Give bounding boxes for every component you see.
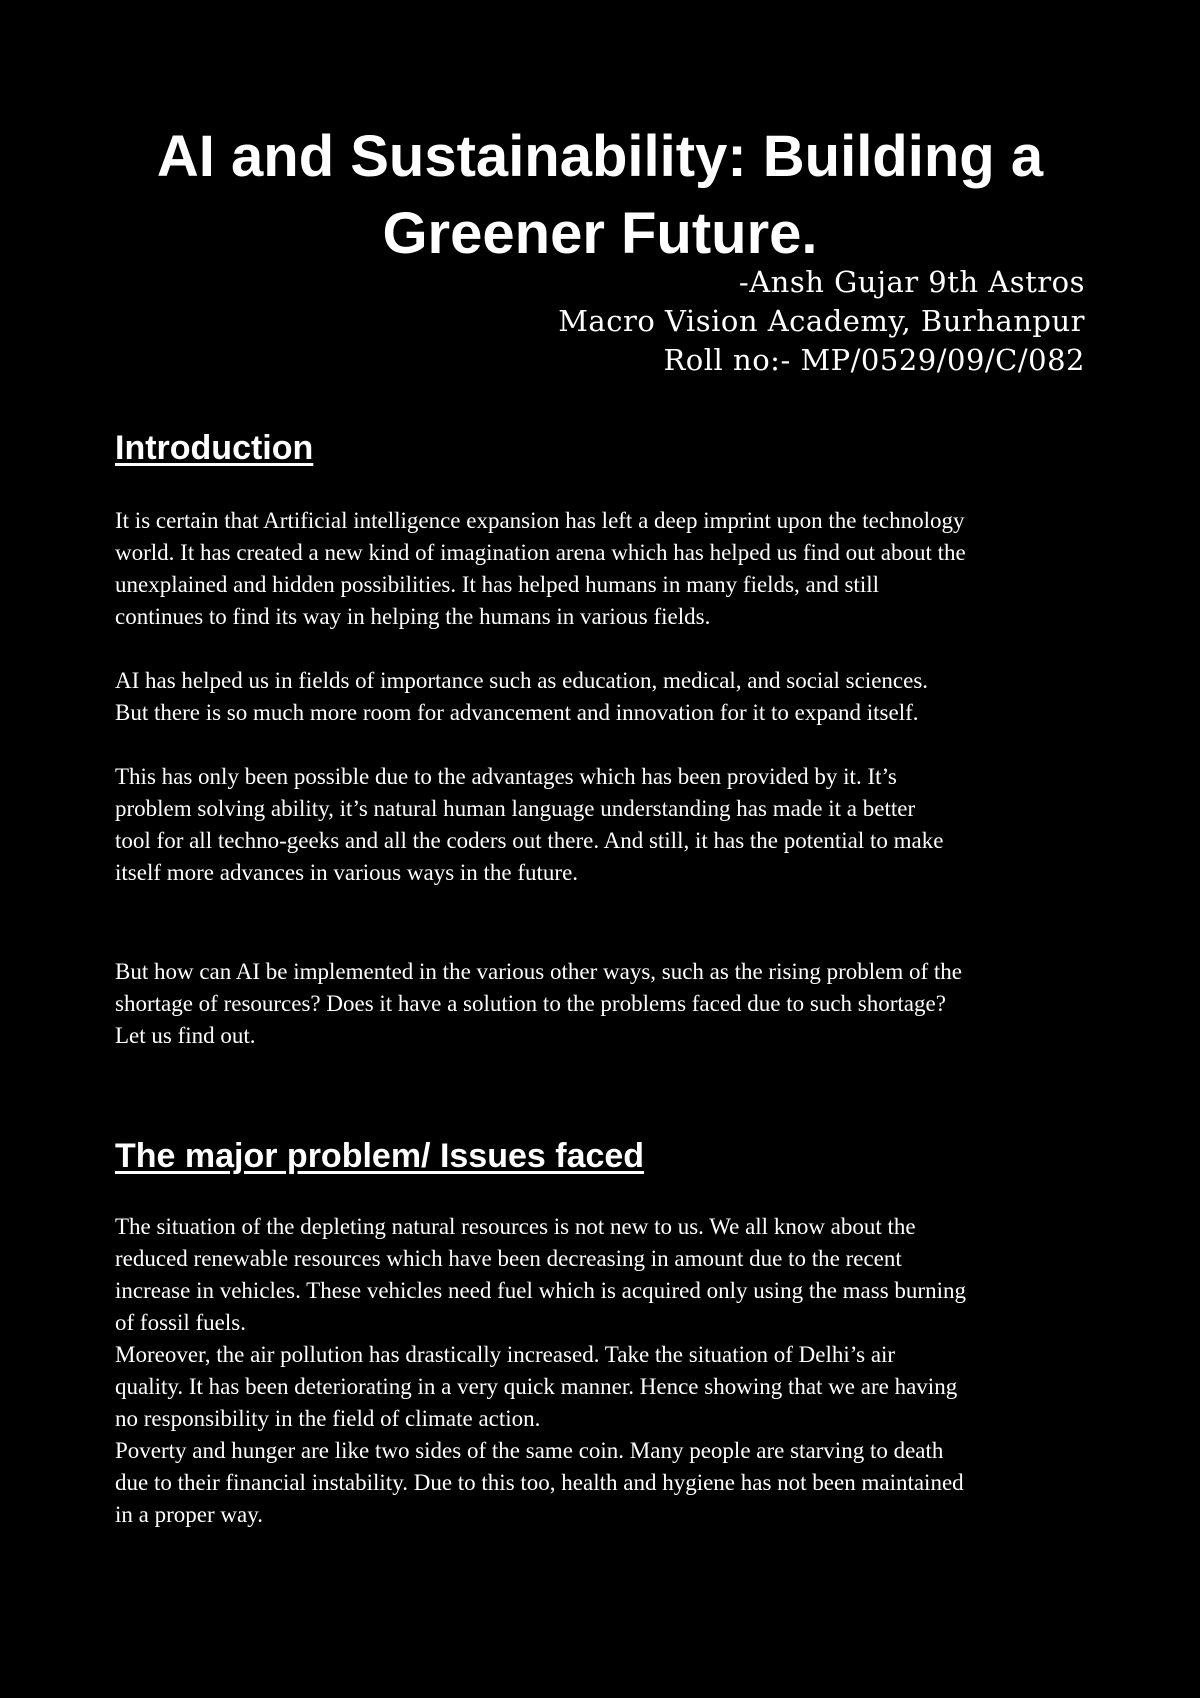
intro-paragraph-1	[115, 505, 1115, 633]
text-line: unexplained and hidden possibilities. It has helped humans in many fields, and still	[115, 572, 879, 597]
text-line: of fossil fuels.	[115, 1310, 246, 1335]
intro-paragraph-2	[115, 665, 1115, 729]
document-title	[80, 118, 1120, 272]
author-name: -Ansh Gujar 9th Astros	[738, 265, 1085, 299]
text-line: world. It has created a new kind of imagination arena which has helped us find out about the	[115, 540, 966, 565]
text-line: increase in vehicles. These vehicles need fuel which is acquired only using the mass burning	[115, 1278, 966, 1303]
text-line: continues to find its way in helping the humans in various fields.	[115, 604, 711, 629]
roll-number: Roll no:- MP/0529/09/C/082	[663, 343, 1085, 377]
text-line: It is certain that Artificial intelligence expansion has left a deep imprint upon the technology	[115, 508, 965, 533]
text-line: Poverty and hunger are like two sides of the same coin. Many people are starving to death	[115, 1438, 944, 1463]
text-line: Moreover, the air pollution has drastically increased. Take the situation of Delhi’s air	[115, 1342, 896, 1367]
author-byline	[558, 263, 1085, 380]
school-name: Macro Vision Academy, Burhanpur	[558, 304, 1085, 338]
text-line: tool for all techno-geeks and all the coders out there. And still, it has the potential to make	[115, 828, 944, 853]
text-line: reduced renewable resources which have been decreasing in amount due to the recent	[115, 1246, 902, 1271]
text-line: problem solving ability, it’s natural human language understanding has made it a better	[115, 796, 916, 821]
text-line: quality. It has been deteriorating in a very quick manner. Hence showing that we are having	[115, 1374, 958, 1399]
title-line-2: Greener Future.	[382, 201, 818, 266]
text-line: shortage of resources? Does it have a solution to the problems faced due to such shortage?	[115, 991, 946, 1016]
text-line: no responsibility in the field of climate action.	[115, 1406, 541, 1431]
title-line-1: AI and Sustainability: Building a	[156, 124, 1044, 189]
text-line: Let us find out.	[115, 1023, 256, 1048]
text-line: But there is so much more room for advancement and innovation for it to expand itself.	[115, 700, 919, 725]
text-line: AI has helped us in fields of importance such as education, medical, and social sciences.	[115, 668, 929, 693]
text-line: due to their financial instability. Due to this too, health and hygiene has not been maintained	[115, 1470, 964, 1495]
section-heading-introduction: Introduction	[115, 429, 314, 467]
text-line: This has only been possible due to the advantages which has been provided by it. It’s	[115, 764, 897, 789]
section-heading-major-problem: The major problem/ Issues faced	[115, 1137, 645, 1175]
intro-paragraph-3	[115, 761, 1115, 889]
text-line: But how can AI be implemented in the various other ways, such as the rising problem of the	[115, 959, 962, 984]
text-line: itself more advances in various ways in the future.	[115, 860, 579, 885]
problem-paragraph	[115, 1211, 1115, 1531]
text-line: in a proper way.	[115, 1502, 263, 1527]
text-line: The situation of the depleting natural resources is not new to us. We all know about the	[115, 1214, 916, 1239]
intro-paragraph-4	[115, 956, 1115, 1052]
